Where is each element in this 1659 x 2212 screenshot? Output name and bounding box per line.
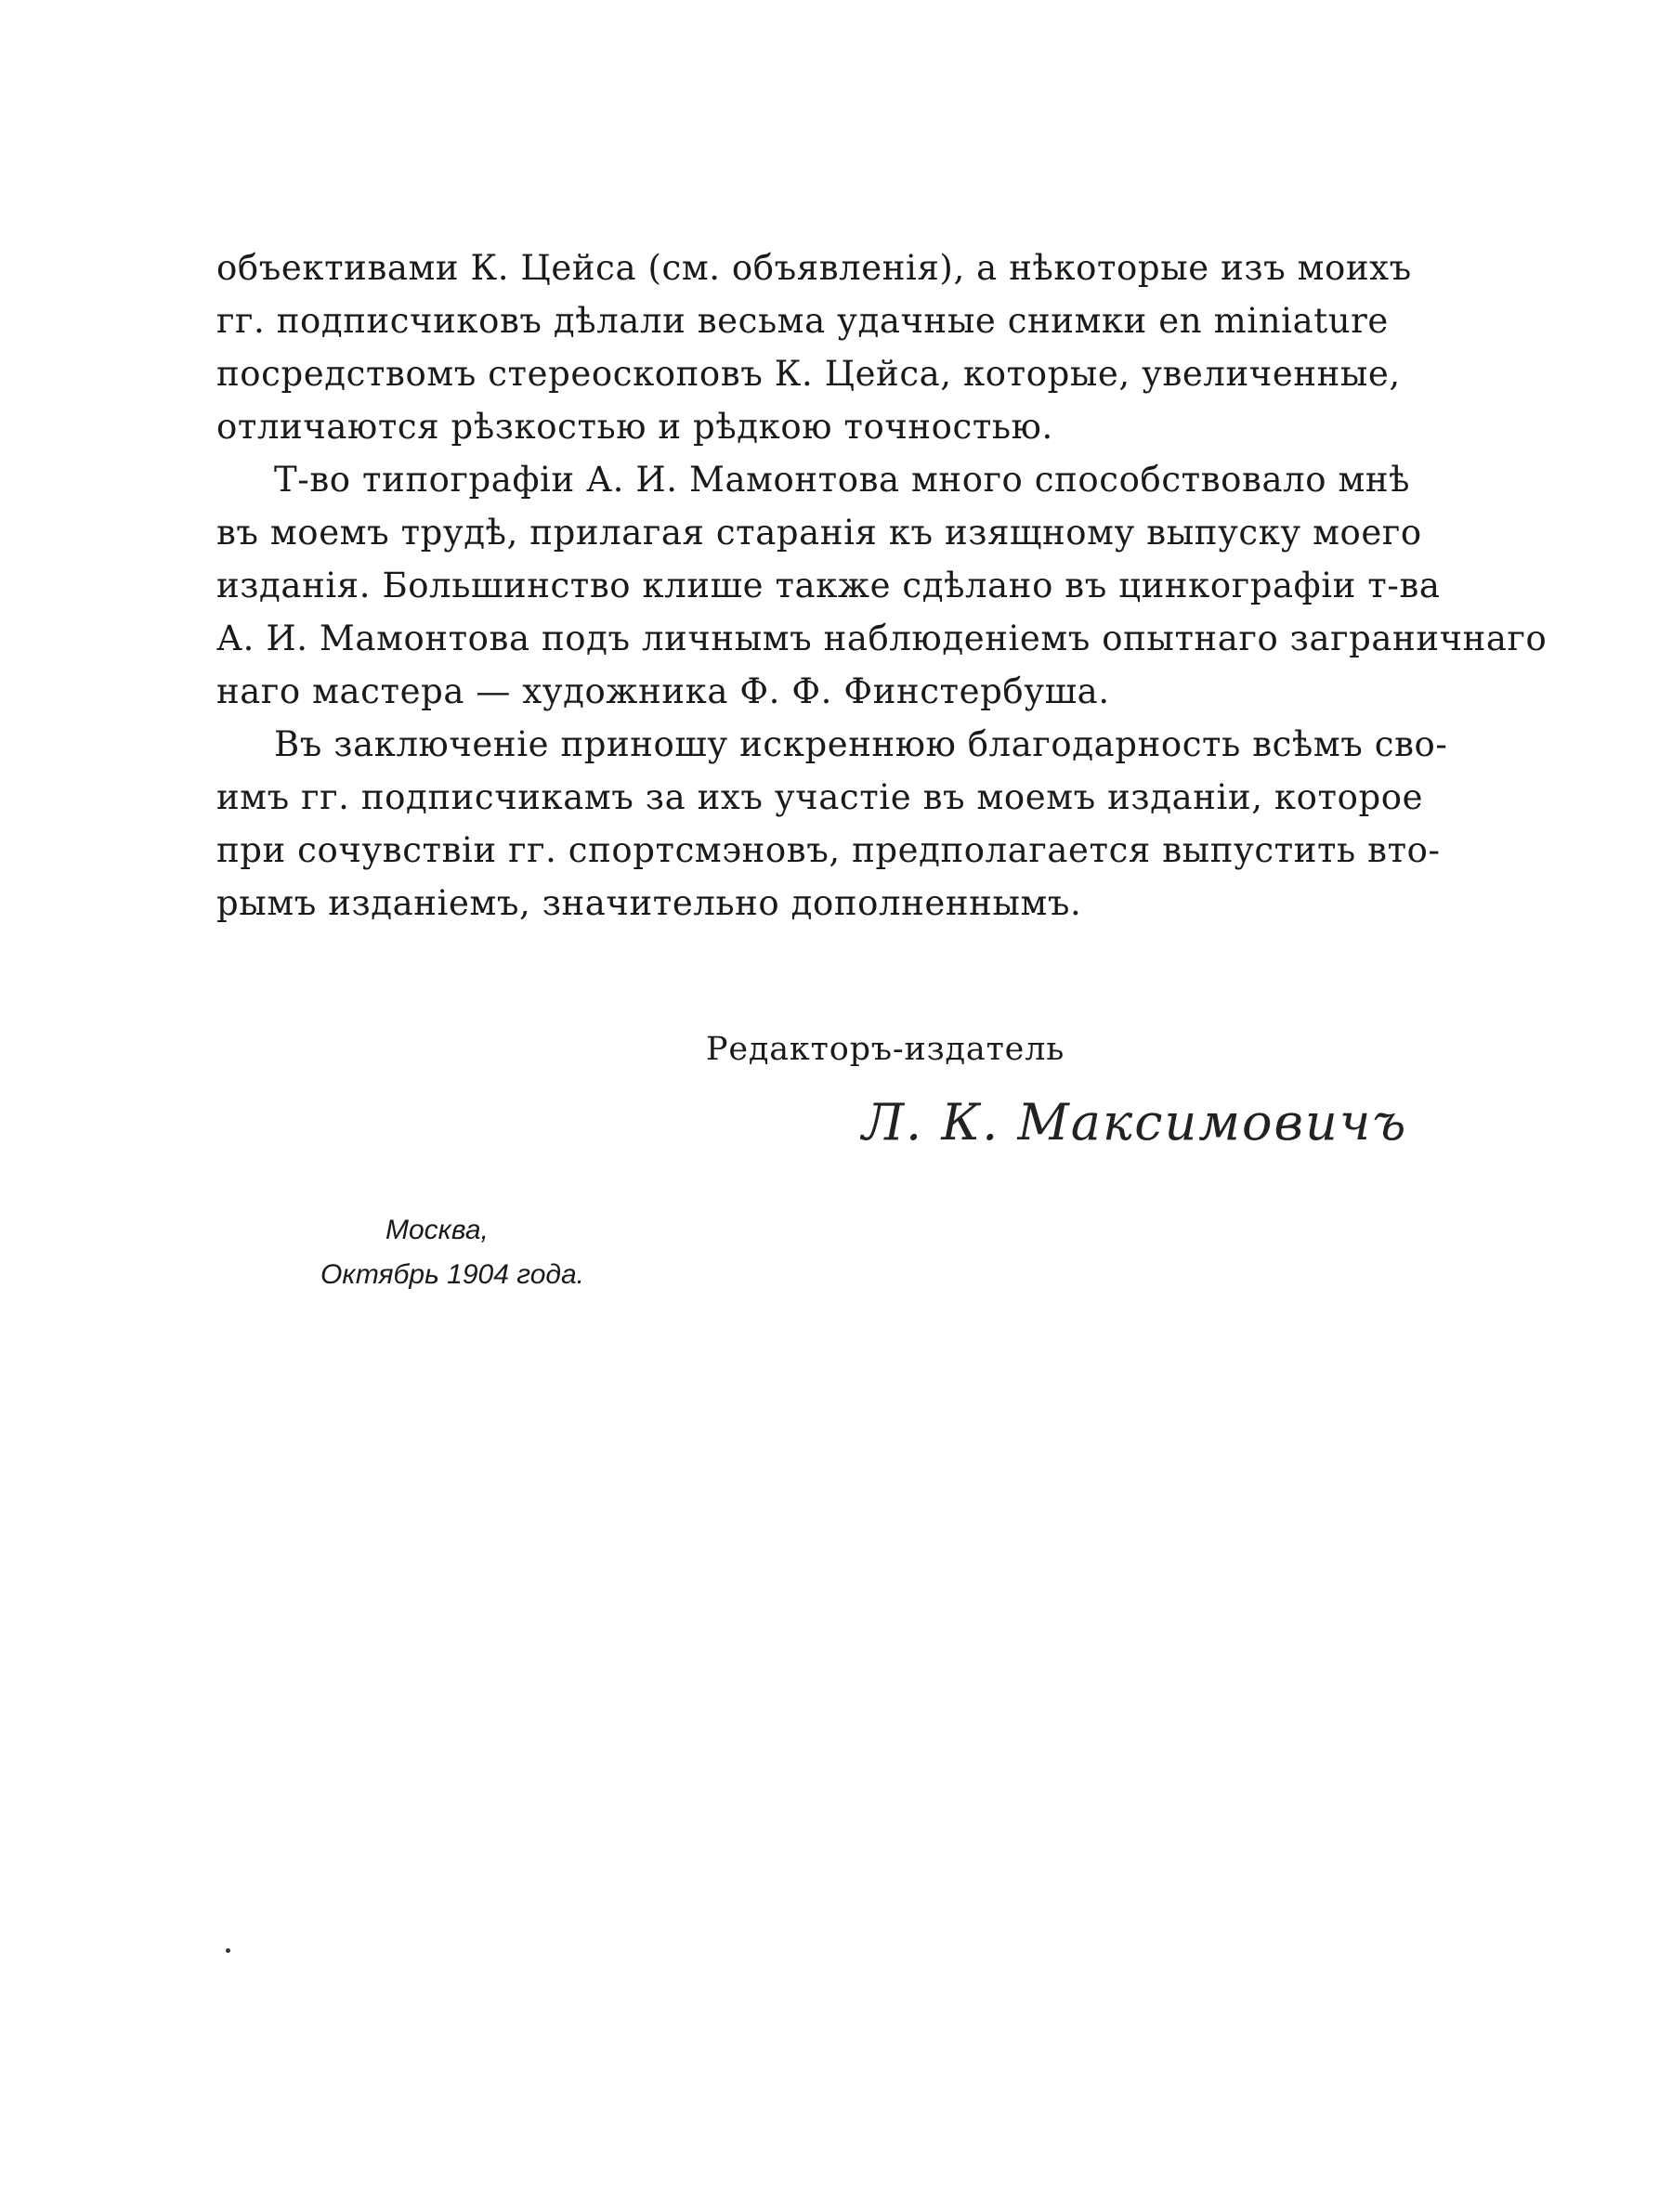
text-line: гг. подписчиковъ дѣлали весьма удачные снимки en miniature: [216, 301, 1389, 341]
ink-speck: [226, 1948, 230, 1953]
text-line: объективами К. Цейса (см. объявленія), а нѣкоторые изъ моихъ: [216, 248, 1412, 288]
date-line: Октябрь 1904 года.: [320, 1259, 585, 1290]
text-line: наго мастера — художника Ф. Ф. Финстербуша.: [216, 671, 1110, 711]
text-line: А. И. Мамонтова подъ личнымъ наблюденіемъ опытнаго заграничнаго: [216, 618, 1548, 658]
text-line: рымъ изданіемъ, значительно дополненнымъ.: [216, 883, 1082, 923]
body-text: [216, 241, 1548, 930]
signature: Л. К. Максимовичъ: [862, 1093, 1408, 1152]
text-line: отличаются рѣзкостью и рѣдкою точностью.: [216, 407, 1053, 447]
text-line: Въ заключеніе приношу искреннюю благодарность всѣмъ сво-: [274, 724, 1448, 764]
paragraph-3: [216, 718, 1448, 930]
signature-label: Редакторъ-издатель: [706, 1031, 1065, 1068]
text-line: въ моемъ трудѣ, прилагая старанія къ изящному выпуску моего: [216, 513, 1422, 553]
place-line: Москва,: [385, 1215, 489, 1245]
text-line: имъ гг. подписчикамъ за ихъ участіе въ моемъ изданіи, которое: [216, 777, 1424, 817]
paragraph-2: [216, 453, 1548, 718]
text-line: изданія. Большинство клише также сдѣлано въ цинкографіи т-ва: [216, 566, 1441, 605]
text-line: Т-во типографіи А. И. Мамонтова много способствовало мнѣ: [274, 460, 1411, 500]
paragraph-1: [216, 241, 1412, 453]
text-line: при сочувствіи гг. спортсмэновъ, предполагается выпустить вто-: [216, 830, 1441, 870]
text-line: посредствомъ стереоскоповъ К. Цейса, которые, увеличенные,: [216, 354, 1401, 394]
